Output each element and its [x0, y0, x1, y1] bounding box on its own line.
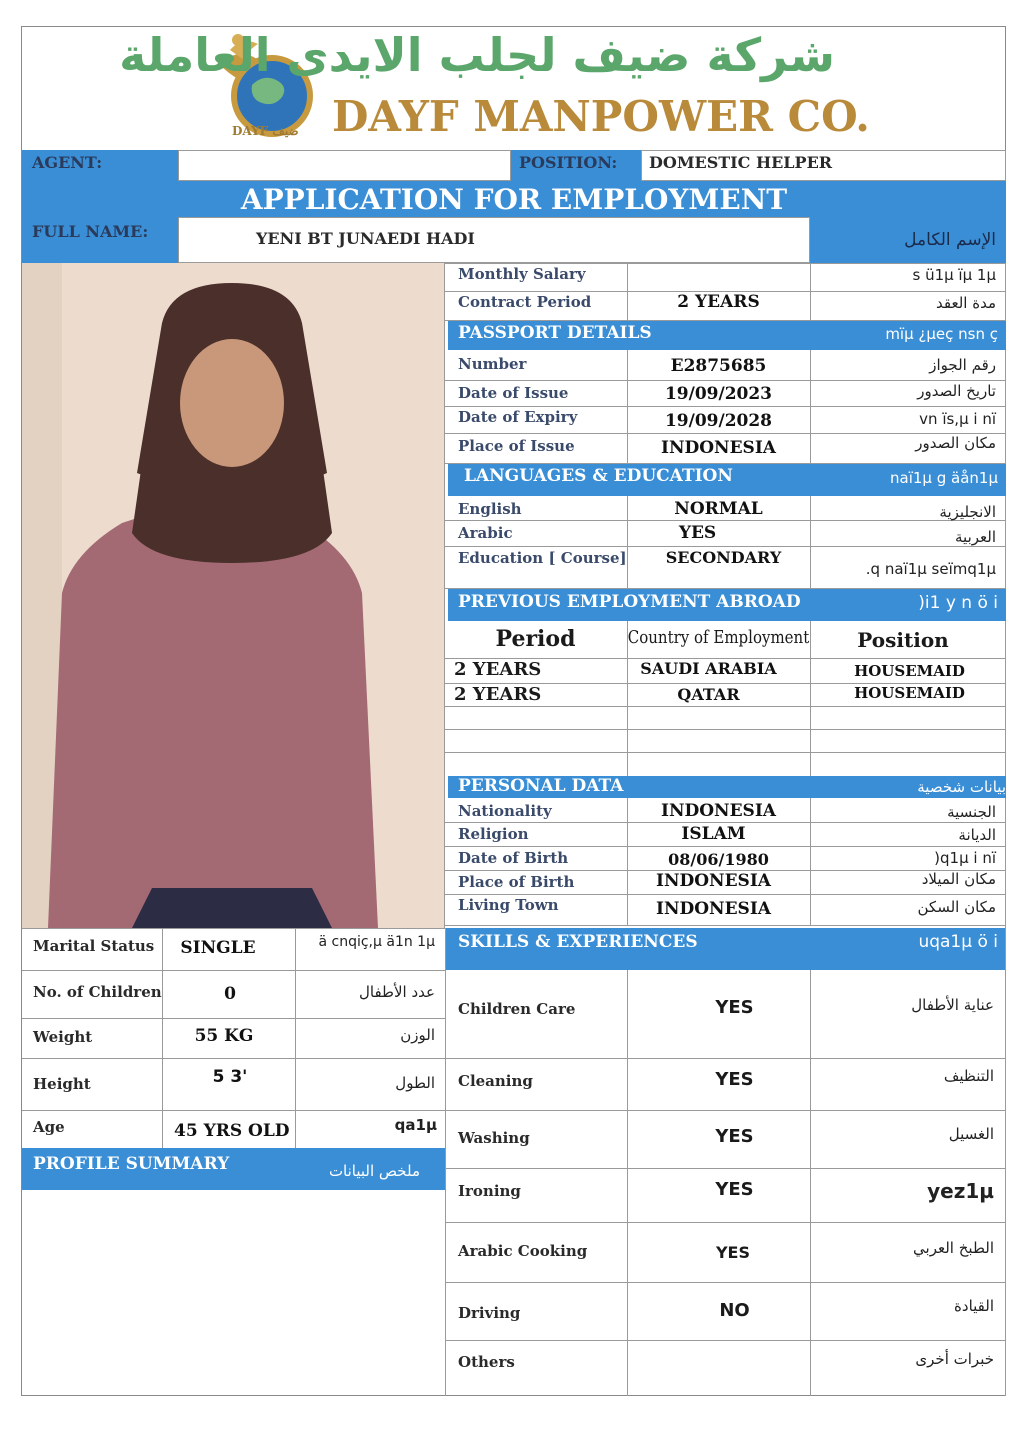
- languages-section-title: LANGUAGES & EDUCATION: [464, 466, 733, 486]
- weight-arabic: الوزن: [400, 1026, 435, 1044]
- living-town-arabic: مكان السكن: [917, 898, 996, 916]
- employment-col-period: Period: [495, 626, 576, 652]
- form-title: APPLICATION FOR EMPLOYMENT: [240, 183, 788, 216]
- skill-others-label: Others: [458, 1353, 515, 1371]
- arabic-value: YES: [678, 523, 717, 543]
- living-town-value: INDONESIA: [656, 899, 771, 919]
- passport-number-arabic: رقم الجواز: [929, 356, 996, 374]
- education-label: Education [ Course]: [458, 549, 627, 567]
- weight-value: 55 KG: [194, 1026, 254, 1046]
- languages-section-title-arabic: naï1µ g äån1µ: [890, 469, 998, 487]
- skill-driving-label: Driving: [458, 1304, 521, 1322]
- employment-col-position: Position: [857, 628, 949, 652]
- education-value: SECONDARY: [665, 548, 782, 567]
- height-value: 5 3': [212, 1067, 248, 1087]
- employment-section-title-arabic: )i1 y n ö i: [918, 593, 998, 613]
- monthly-salary-arabic: s ü1µ ïµ 1µ: [912, 266, 996, 284]
- religion-value: ISLAM: [681, 824, 746, 844]
- logo-small-text: DAYF ضيف: [232, 124, 299, 138]
- place-of-issue-value: INDONESIA: [661, 438, 776, 458]
- nationality-label: Nationality: [458, 802, 552, 820]
- employment-row-2-country: QATAR: [677, 685, 740, 704]
- english-label: English: [458, 500, 522, 518]
- skill-arabic-cooking-label: Arabic Cooking: [458, 1242, 588, 1260]
- date-of-expiry-value: 19/09/2028: [664, 411, 773, 431]
- personal-section-title: PERSONAL DATA: [458, 776, 624, 796]
- children-label: No. of Children: [33, 983, 162, 1001]
- place-of-issue-arabic: مكان الصدور: [915, 434, 996, 452]
- passport-number-value: E2875685: [670, 356, 767, 376]
- children-value: 0: [224, 984, 236, 1004]
- passport-section-title: PASSPORT DETAILS: [458, 323, 652, 343]
- skill-children-care-label: Children Care: [458, 1000, 576, 1018]
- company-name-arabic: شركة ضيف لجلب الايدى العاملة: [119, 28, 835, 82]
- date-of-birth-label: Date of Birth: [458, 849, 569, 867]
- english-value: NORMAL: [674, 499, 763, 519]
- skill-arabic-cooking-arabic: الطبخ العربي: [913, 1239, 994, 1257]
- company-name-english: DAYF MANPOWER CO.: [332, 92, 870, 141]
- age-arabic: qa1µ: [394, 1116, 437, 1134]
- date-of-birth-value: 08/06/1980: [668, 850, 769, 869]
- nationality-arabic: الجنسية: [947, 803, 996, 821]
- skill-children-care-arabic: عناية الأطفال: [911, 996, 994, 1014]
- marital-status-arabic: ä cnqiç,µ ä1n 1µ: [318, 934, 435, 950]
- employment-section-title: PREVIOUS EMPLOYMENT ABROAD: [458, 592, 801, 612]
- marital-status-value: SINGLE: [180, 938, 256, 958]
- applicant-photo: [22, 263, 444, 928]
- skill-ironing-arabic: yez1µ: [927, 1179, 994, 1203]
- full-name-arabic: الإسم الكامل: [904, 230, 996, 250]
- agent-value-field[interactable]: [178, 150, 511, 181]
- skill-ironing-label: Ironing: [458, 1182, 521, 1200]
- education-arabic: .q naï1µ seïmq1µ: [865, 560, 996, 578]
- marital-status-label: Marital Status: [33, 937, 155, 955]
- date-of-issue-arabic: تاريخ الصدور: [917, 382, 996, 400]
- place-of-birth-label: Place of Birth: [458, 873, 575, 891]
- height-arabic: الطول: [395, 1074, 435, 1092]
- date-of-issue-value: 19/09/2023: [664, 384, 773, 404]
- skills-section-title-arabic: uqa1µ ö i: [918, 932, 998, 952]
- skills-section-title: SKILLS & EXPERIENCES: [458, 932, 698, 952]
- skill-driving-arabic: القيادة: [954, 1297, 994, 1315]
- age-value: 45 YRS OLD: [174, 1121, 290, 1141]
- place-of-issue-label: Place of Issue: [458, 437, 575, 455]
- skill-cleaning-value: YES: [715, 1069, 754, 1090]
- skill-ironing-value: YES: [715, 1179, 754, 1200]
- contract-period-label: Contract Period: [458, 293, 592, 311]
- agent-label: AGENT:: [32, 153, 103, 172]
- skill-children-care-value: YES: [715, 997, 754, 1018]
- skill-washing-arabic: الغسيل: [948, 1125, 994, 1143]
- place-of-birth-value: INDONESIA: [656, 871, 771, 891]
- employment-col-country: Country of Employment: [627, 626, 810, 648]
- passport-section-title-arabic: mïµ ¿µeç nsn ç: [885, 325, 998, 343]
- employment-row-1-country: SAUDI ARABIA: [640, 659, 777, 678]
- nationality-value: INDONESIA: [661, 801, 776, 821]
- religion-label: Religion: [458, 825, 529, 843]
- skill-washing-label: Washing: [458, 1129, 530, 1147]
- weight-label: Weight: [33, 1028, 93, 1046]
- skill-cleaning-label: Cleaning: [458, 1072, 533, 1090]
- skill-washing-value: YES: [715, 1126, 754, 1147]
- height-label: Height: [33, 1075, 91, 1093]
- employment-row-1-period: 2 YEARS: [454, 659, 542, 680]
- profile-section-title: PROFILE SUMMARY: [33, 1154, 230, 1174]
- personal-section-title-arabic: بيانات شخصية: [917, 778, 1006, 796]
- full-name-label: FULL NAME:: [32, 222, 149, 241]
- skill-cleaning-arabic: التنظيف: [943, 1067, 994, 1085]
- date-of-expiry-label: Date of Expiry: [458, 408, 578, 426]
- employment-row-2-period: 2 YEARS: [454, 684, 542, 705]
- age-label: Age: [33, 1118, 65, 1136]
- passport-number-label: Number: [458, 355, 527, 373]
- profile-summary-area[interactable]: [22, 1190, 445, 1396]
- skill-arabic-cooking-value: YES: [715, 1243, 751, 1262]
- living-town-label: Living Town: [458, 896, 559, 914]
- place-of-birth-arabic: مكان الميلاد: [921, 870, 996, 888]
- religion-arabic: الديانة: [958, 826, 996, 844]
- position-value: DOMESTIC HELPER: [649, 153, 833, 172]
- full-name-value: YENI BT JUNAEDI HADI: [256, 229, 475, 248]
- contract-period-arabic: مدة العقد: [936, 294, 996, 312]
- date-of-birth-arabic: )q1µ i nï: [934, 849, 996, 867]
- date-of-expiry-arabic: vn ïs,µ i nï: [919, 410, 996, 428]
- skill-driving-value: NO: [719, 1300, 750, 1321]
- monthly-salary-label: Monthly Salary: [458, 265, 586, 283]
- employment-row-2-position: HOUSEMAID: [854, 684, 965, 702]
- position-label: POSITION:: [519, 153, 618, 172]
- profile-section-title-arabic: ملخص البيانات: [328, 1162, 420, 1180]
- employment-row-1-position: HOUSEMAID: [854, 662, 965, 680]
- english-arabic: الانجليزية: [939, 503, 996, 521]
- date-of-issue-label: Date of Issue: [458, 384, 569, 402]
- children-arabic: عدد الأطفال: [359, 983, 435, 1001]
- skill-others-arabic: خبرات أخرى: [915, 1350, 994, 1368]
- contract-period-value: 2 YEARS: [677, 292, 760, 312]
- arabic-arabic: العربية: [955, 528, 996, 546]
- arabic-label: Arabic: [458, 524, 513, 542]
